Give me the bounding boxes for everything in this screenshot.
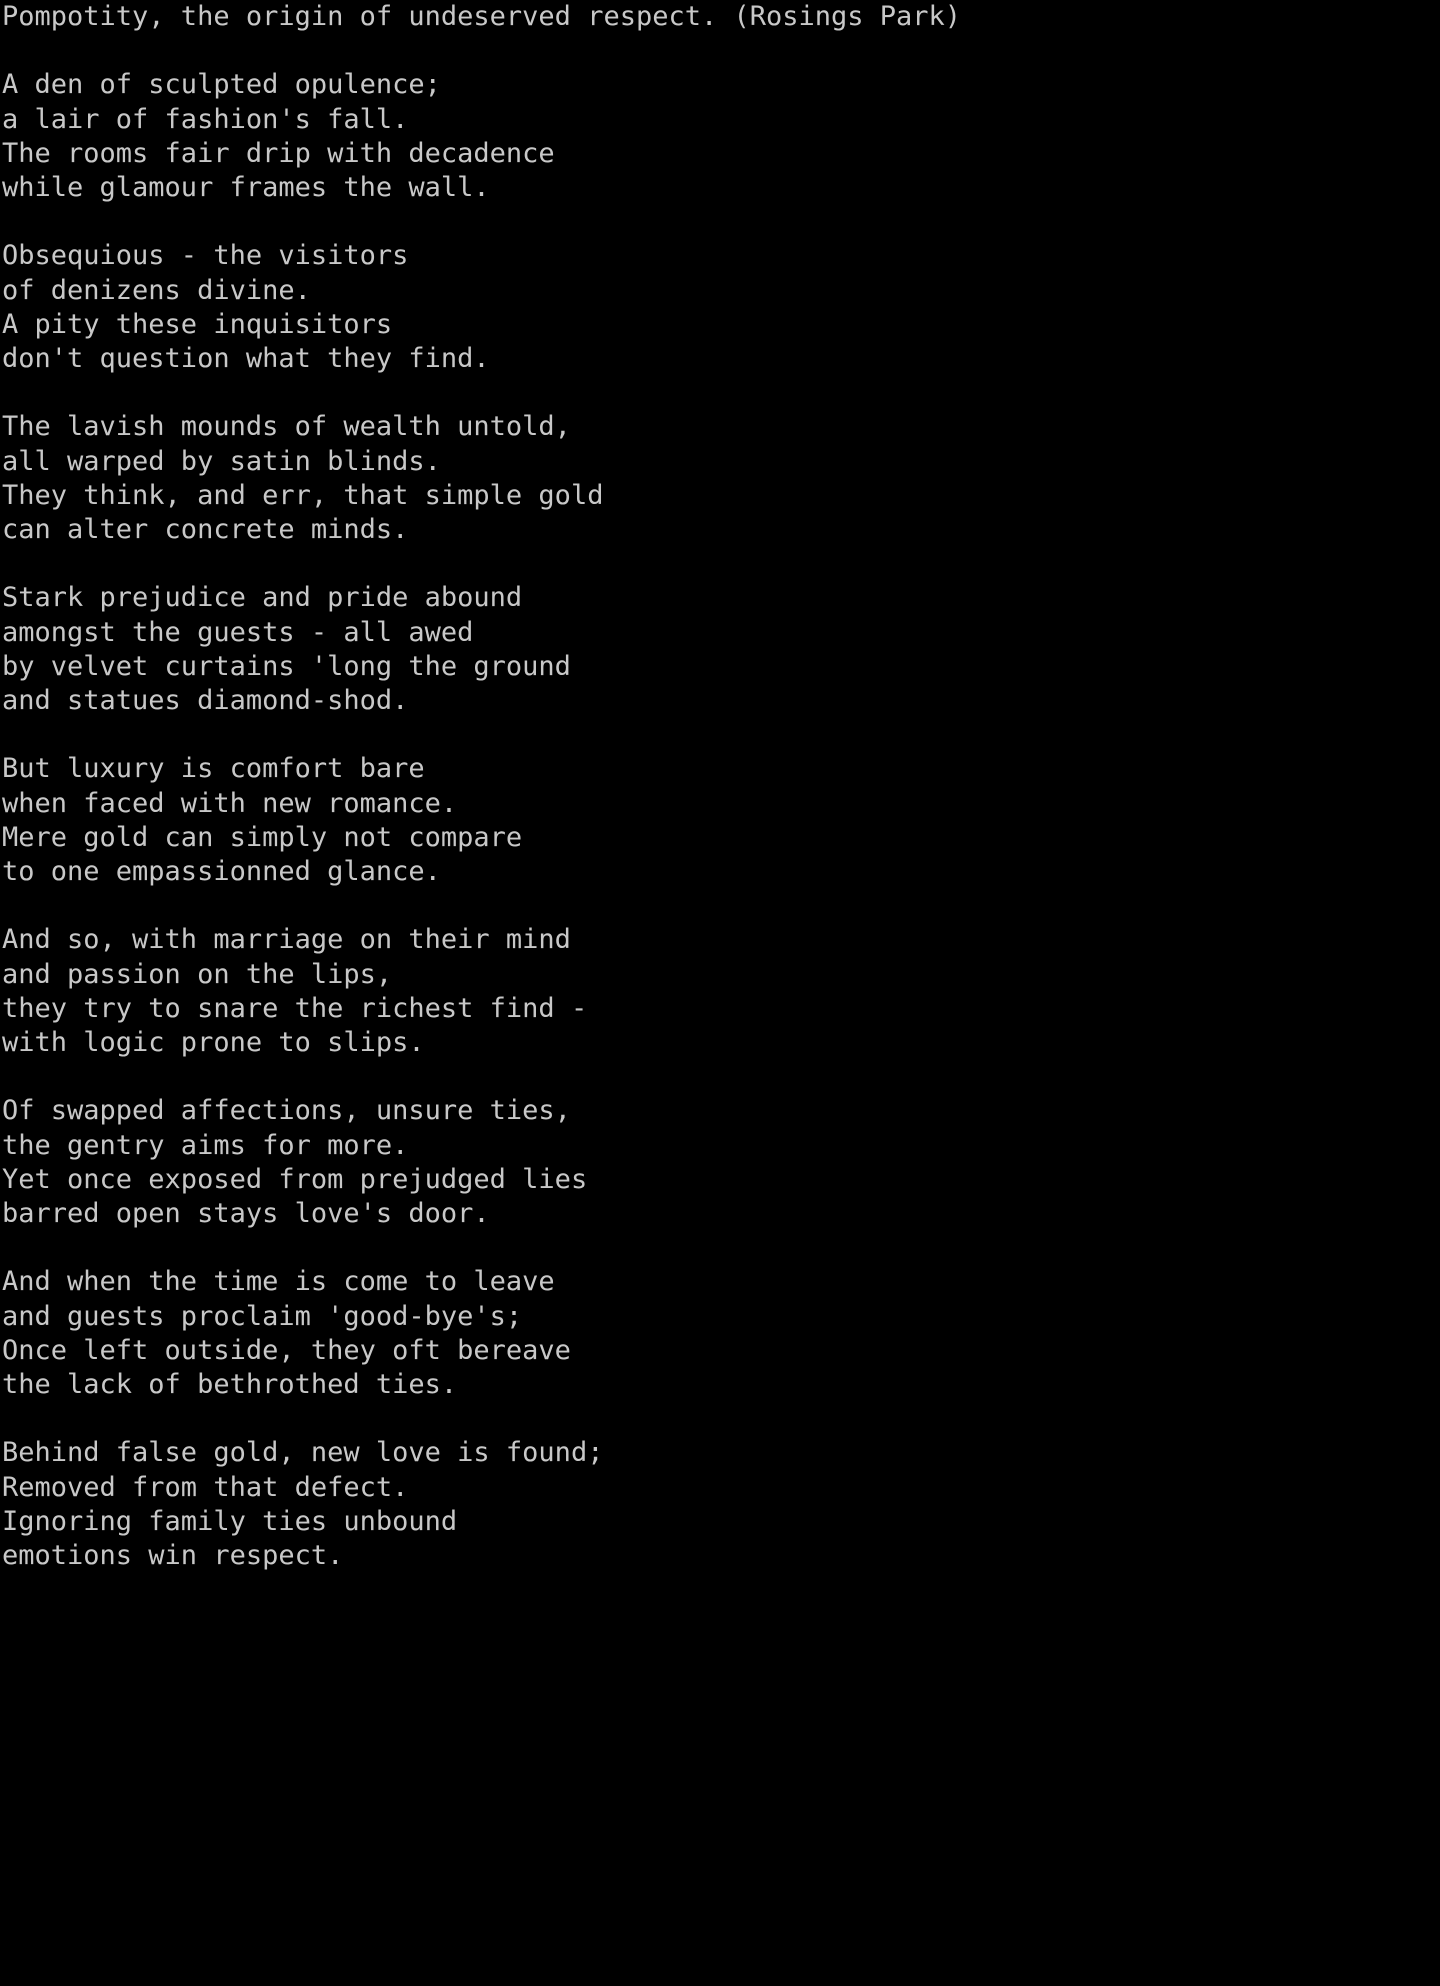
poem-line: And when the time is come to leave xyxy=(2,1266,555,1298)
blank-line xyxy=(2,718,1440,752)
poem-line: And so, with marriage on their mind xyxy=(2,924,571,956)
poem-line: A pity these inquisitors xyxy=(2,308,393,340)
blank-line xyxy=(2,1402,1440,1436)
poem-line: They think, and err, that simple gold xyxy=(2,479,604,511)
poem-line: of denizens divine. xyxy=(2,274,311,306)
blank-line xyxy=(2,889,1440,923)
blank-line xyxy=(2,34,1440,68)
poem-line: Mere gold can simply not compare xyxy=(2,821,523,853)
poem-line: by velvet curtains 'long the ground xyxy=(2,650,571,682)
poem-line: and passion on the lips, xyxy=(2,958,393,990)
poem-line: can alter concrete minds. xyxy=(2,514,409,545)
poem-line: But luxury is comfort bare xyxy=(2,753,425,785)
poem-line: they try to snare the richest find - xyxy=(2,992,588,1024)
poem-line: to one empassionned glance. xyxy=(2,856,441,887)
poem-line: Yet once exposed from prejudged lies xyxy=(2,1163,588,1195)
blank-line xyxy=(2,1231,1440,1265)
blank-line xyxy=(2,376,1440,410)
poem-line: emotions win respect. xyxy=(2,1540,344,1571)
poem-line: Obsequious - the visitors xyxy=(2,240,409,272)
poem-line: and statues diamond-shod. xyxy=(2,685,409,716)
poem-line: and guests proclaim 'good-bye's; xyxy=(2,1300,523,1332)
blank-line xyxy=(2,1060,1440,1094)
poem-line: a lair of fashion's fall. xyxy=(2,103,409,135)
poem-line: Behind false gold, new love is found; xyxy=(2,1437,604,1469)
poem-line: The rooms fair drip with decadence xyxy=(2,137,555,169)
poem-line: amongst the guests - all awed xyxy=(2,616,474,648)
poem-line: with logic prone to slips. xyxy=(2,1027,425,1058)
poem-line: Once left outside, they oft bereave xyxy=(2,1334,571,1366)
poem-line: the gentry aims for more. xyxy=(2,1129,409,1161)
poem-line: Of swapped affections, unsure ties, xyxy=(2,1095,571,1127)
poem-line: while glamour frames the wall. xyxy=(2,172,490,203)
poem-line: the lack of bethrothed ties. xyxy=(2,1369,458,1400)
poem-line: Removed from that defect. xyxy=(2,1471,409,1503)
poem-line: Stark prejudice and pride abound xyxy=(2,582,523,614)
poem-line: when faced with new romance. xyxy=(2,787,458,819)
blank-line xyxy=(2,205,1440,239)
poem-line: A den of sculpted opulence; xyxy=(2,69,441,101)
poem-line: don't question what they find. xyxy=(2,343,490,374)
blank-line xyxy=(2,547,1440,581)
poem-line: Ignoring family ties unbound xyxy=(2,1505,458,1537)
poem-line: The lavish mounds of wealth untold, xyxy=(2,411,571,443)
poem-line: barred open stays love's door. xyxy=(2,1198,490,1229)
poem-line: all warped by satin blinds. xyxy=(2,445,441,477)
poem-title-line: Pompotity, the origin of undeserved respect. (Rosings Park) xyxy=(2,1,962,32)
